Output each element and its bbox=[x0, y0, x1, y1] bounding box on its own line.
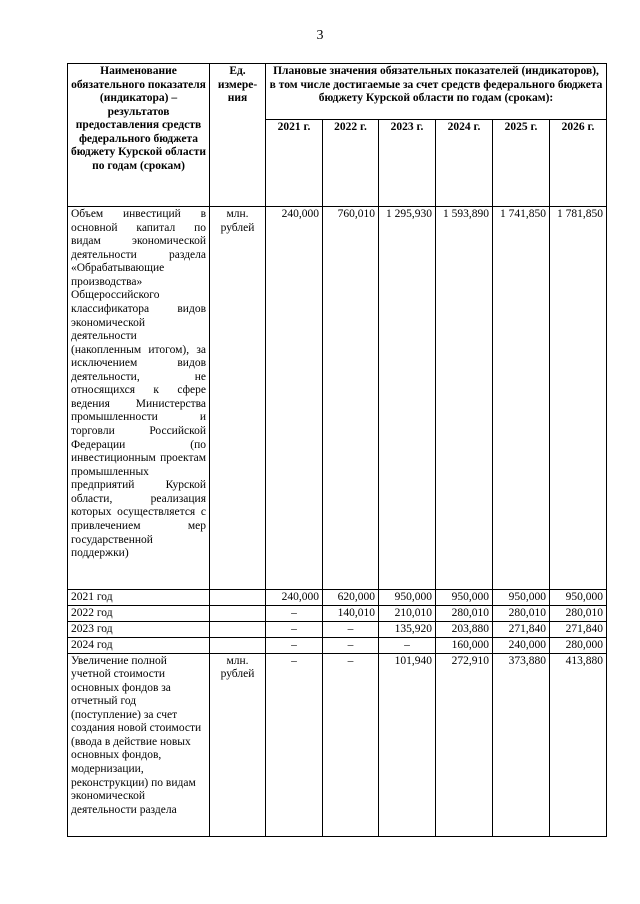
value-cell: 1 593,890 bbox=[436, 207, 493, 590]
value-cell: 413,880 bbox=[550, 653, 607, 836]
table-row bbox=[68, 637, 607, 653]
value-cell: – bbox=[379, 637, 436, 653]
value-cell: 240,000 bbox=[493, 637, 550, 653]
header-unit: Ед. измере-ния bbox=[210, 64, 266, 207]
value-cell: 280,010 bbox=[550, 605, 607, 621]
table-row bbox=[68, 621, 607, 637]
indicator-name: Объем инвестиций в основной капитал по видам экономической деятельности раздела «Обрабатывающие производства» Общероссийского классификатора видов экономической деятельности (накопленным итогом), за исключением видов деятельности, не относящихся к сфере ведения Министерства промышленности и торговли Российской Федерации (по инвестиционным проектам промышленных предприятий Курской области, реализация которых осуществляется с привлечением мер государственной поддержки) bbox=[68, 207, 210, 590]
value-cell: 950,000 bbox=[379, 590, 436, 606]
value-cell: 760,010 bbox=[323, 207, 379, 590]
value-cell: 240,000 bbox=[266, 207, 323, 590]
value-cell: 1 781,850 bbox=[550, 207, 607, 590]
header-year: 2022 г. bbox=[323, 120, 379, 207]
value-cell: 280,010 bbox=[436, 605, 493, 621]
value-cell: 1 295,930 bbox=[379, 207, 436, 590]
table-row bbox=[68, 207, 607, 590]
header-year: 2024 г. bbox=[436, 120, 493, 207]
unit-cell: млн. рублей bbox=[210, 207, 266, 590]
value-cell: 950,000 bbox=[436, 590, 493, 606]
table-row bbox=[68, 590, 607, 606]
year-label: 2022 год bbox=[68, 605, 210, 621]
unit-cell bbox=[210, 637, 266, 653]
value-cell: 1 741,850 bbox=[493, 207, 550, 590]
indicator-name: Увеличение полной учетной стоимости основных фондов за отчетный год (поступление) за счет создания новой стоимости (ввода в действие новых основных фондов, модернизации, реконструкции) по видам экономической деятельности раздела bbox=[68, 653, 210, 836]
value-cell: – bbox=[323, 621, 379, 637]
value-cell: 203,880 bbox=[436, 621, 493, 637]
value-cell: 160,000 bbox=[436, 637, 493, 653]
value-cell: – bbox=[266, 653, 323, 836]
year-label: 2021 год bbox=[68, 590, 210, 606]
value-cell: 272,910 bbox=[436, 653, 493, 836]
value-cell: 271,840 bbox=[493, 621, 550, 637]
unit-cell bbox=[210, 621, 266, 637]
header-year: 2021 г. bbox=[266, 120, 323, 207]
unit-cell bbox=[210, 605, 266, 621]
page-number: 3 bbox=[316, 28, 324, 43]
value-cell: 101,940 bbox=[379, 653, 436, 836]
header-indicator-name: Наименование обязательного показателя (индикатора) – результатов предоставления средств федерального бюджета бюджету Курской области по годам (срокам) bbox=[68, 64, 210, 207]
unit-cell: млн. рублей bbox=[210, 653, 266, 836]
header-planned-values: Плановые значения обязательных показателей (индикаторов), в том числе достигаемые за счет средств федерального бюджета бюджету Курской области по годам (срокам): bbox=[266, 64, 607, 120]
value-cell: – bbox=[266, 637, 323, 653]
header-year: 2023 г. bbox=[379, 120, 436, 207]
value-cell: 620,000 bbox=[323, 590, 379, 606]
value-cell: – bbox=[266, 605, 323, 621]
value-cell: – bbox=[323, 653, 379, 836]
value-cell: 240,000 bbox=[266, 590, 323, 606]
value-cell: 950,000 bbox=[550, 590, 607, 606]
value-cell: 280,000 bbox=[550, 637, 607, 653]
value-cell: – bbox=[323, 637, 379, 653]
value-cell: 140,010 bbox=[323, 605, 379, 621]
indicators-table bbox=[67, 63, 607, 837]
header-year: 2025 г. bbox=[493, 120, 550, 207]
year-label: 2024 год bbox=[68, 637, 210, 653]
year-label: 2023 год bbox=[68, 621, 210, 637]
value-cell: 210,010 bbox=[379, 605, 436, 621]
value-cell: 135,920 bbox=[379, 621, 436, 637]
value-cell: – bbox=[266, 621, 323, 637]
unit-cell bbox=[210, 590, 266, 606]
value-cell: 373,880 bbox=[493, 653, 550, 836]
value-cell: 271,840 bbox=[550, 621, 607, 637]
table-row bbox=[68, 605, 607, 621]
header-year: 2026 г. bbox=[550, 120, 607, 207]
table-row bbox=[68, 653, 607, 836]
value-cell: 950,000 bbox=[493, 590, 550, 606]
value-cell: 280,010 bbox=[493, 605, 550, 621]
